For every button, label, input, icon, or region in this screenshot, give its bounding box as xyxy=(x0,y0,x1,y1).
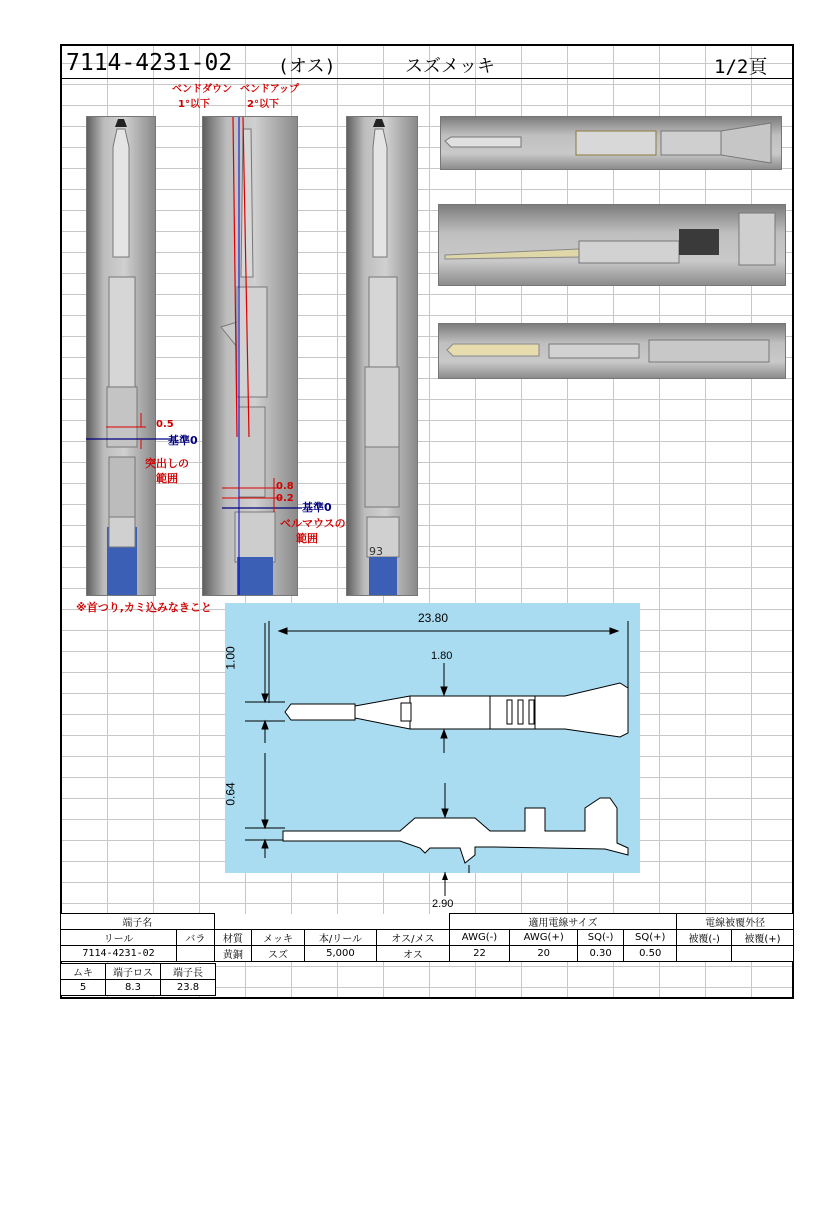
cell-sq-max: 0.50 xyxy=(624,946,677,962)
protrusion-range-label-1: 突出しの xyxy=(145,457,189,470)
col-awg-min: AWG(-) xyxy=(449,930,510,946)
bottom-height-dim: 0.64 xyxy=(223,782,238,806)
baseline-label-2: 基準0 xyxy=(302,501,332,514)
header-terminal-name: 端子名 xyxy=(61,914,215,930)
spec-table xyxy=(60,913,794,962)
bend-up-label: ベンドアップ xyxy=(240,84,299,95)
cell-reel: 7114-4231-02 xyxy=(61,946,177,962)
col-ins-max: 被覆(+) xyxy=(732,930,794,946)
cell-strip: 5 xyxy=(61,980,106,996)
dim-0-5: 0.5 xyxy=(156,419,174,430)
gender-label: (オス) xyxy=(278,56,336,77)
cell-awg-min: 22 xyxy=(449,946,510,962)
col-length: 端子長 xyxy=(161,964,216,980)
cell-per-reel: 5,000 xyxy=(304,946,376,962)
bottom-width-arrow xyxy=(430,870,460,898)
note-text: ※首つり,カミ込みなきこと xyxy=(76,601,212,614)
baseline-label-1: 基準0 xyxy=(168,434,198,447)
top-height-dim: 1.00 xyxy=(223,646,238,670)
header-wire-size: 適用電線サイズ xyxy=(449,914,677,930)
overall-length-dim: 23.80 xyxy=(418,611,449,625)
cell-loss: 8.3 xyxy=(106,980,161,996)
col-awg-max: AWG(+) xyxy=(510,930,578,946)
col-material: 材質 xyxy=(214,930,252,946)
table-row xyxy=(61,946,794,962)
terminal-photo-bottom-horizontal xyxy=(438,323,786,379)
col-reel: リール xyxy=(61,930,177,946)
bend-up-limit: 2°以下 xyxy=(247,99,279,110)
technical-drawing xyxy=(225,603,640,873)
cell-ins-max xyxy=(732,946,794,962)
bend-down-limit: 1°以下 xyxy=(178,99,210,110)
bellmouth-range-label-1: ベルマウスの xyxy=(280,517,346,530)
cell-length: 23.8 xyxy=(161,980,216,996)
col-loss: 端子ロス xyxy=(106,964,161,980)
part-number-title: 7114-4231-02 xyxy=(66,50,233,76)
plating-label: スズメッキ xyxy=(405,56,495,77)
col-strip: ムキ xyxy=(61,964,106,980)
col-sq-max: SQ(+) xyxy=(624,930,677,946)
cell-gender: オス xyxy=(377,946,450,962)
strip-table xyxy=(60,963,216,996)
bend-down-label: ベンドダウン xyxy=(172,84,232,95)
bellmouth-range-label-2: 範囲 xyxy=(296,532,318,545)
cell-plating: スズ xyxy=(252,946,305,962)
col-gender: オス/メス xyxy=(377,930,450,946)
terminal-photo-back xyxy=(346,116,418,596)
cell-awg-max: 20 xyxy=(510,946,578,962)
cell-sq-min: 0.30 xyxy=(578,946,624,962)
bottom-width-dim: 2.90 xyxy=(432,898,454,910)
col-per-reel: 本/リール xyxy=(304,930,376,946)
protrusion-dimension-lines xyxy=(86,405,216,555)
table-row xyxy=(61,980,216,996)
header-insulation: 電線被覆外径 xyxy=(677,914,794,930)
dim-0-8: 0.8 xyxy=(276,481,294,492)
col-ins-min: 被覆(-) xyxy=(677,930,732,946)
terminal-photo-side-horizontal xyxy=(438,204,786,286)
terminal-photo-top-horizontal xyxy=(440,116,782,170)
col-plating: メッキ xyxy=(252,930,305,946)
mid-width-dim: 1.80 xyxy=(431,650,453,662)
header-divider xyxy=(60,78,794,79)
col-loose: バラ xyxy=(177,930,215,946)
cell-material: 黄銅 xyxy=(214,946,252,962)
cell-loose xyxy=(177,946,215,962)
col-sq-min: SQ(-) xyxy=(578,930,624,946)
protrusion-range-label-2: 範囲 xyxy=(156,472,178,485)
page-indicator: 1/2頁 xyxy=(714,56,768,78)
cell-ins-min xyxy=(677,946,732,962)
dim-0-2: 0.2 xyxy=(276,493,294,504)
photo-marking: 93 xyxy=(369,545,383,558)
